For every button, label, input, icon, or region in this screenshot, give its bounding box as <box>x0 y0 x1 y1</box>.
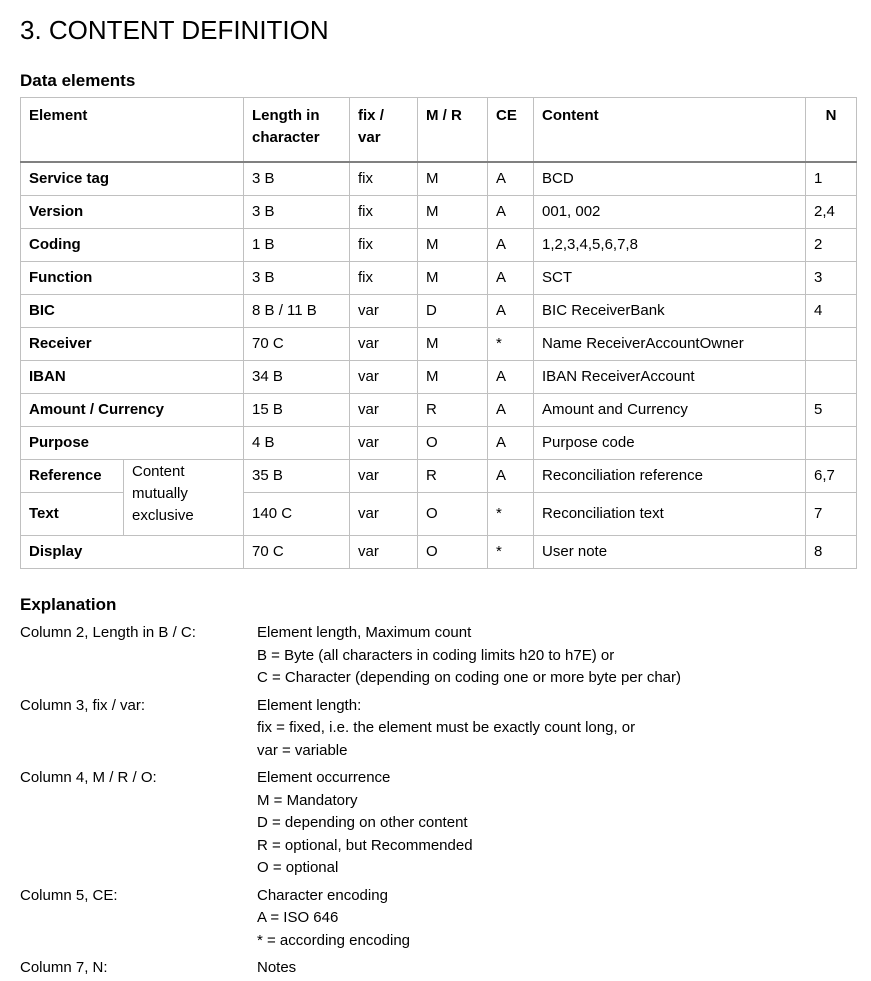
table-row <box>21 360 857 393</box>
cell-n <box>806 426 857 459</box>
cell-mro: D <box>418 294 488 327</box>
table-header-row <box>21 98 857 163</box>
cell-fixvar: var <box>350 327 418 360</box>
explanation-text <box>257 767 850 880</box>
explanation-line: R = optional, but Recommended <box>257 836 473 854</box>
explanation-line: Notes <box>257 959 297 976</box>
cell-mro: M <box>418 195 488 228</box>
cell-fixvar: var <box>350 459 418 492</box>
cell-ce: A <box>488 228 534 261</box>
cell-content: Reconciliation reference <box>534 459 806 492</box>
table-row <box>21 195 857 228</box>
cell-element: Version <box>21 195 244 228</box>
cell-n <box>806 327 857 360</box>
cell-n: 3 <box>806 261 857 294</box>
cell-ce: A <box>488 195 534 228</box>
cell-element: Amount / Currency <box>21 393 244 426</box>
header-length-line1: Length in <box>252 107 320 124</box>
explanation-line: fix = fixed, i.e. the element must be exactly count long, or <box>257 719 636 736</box>
explanation-text <box>257 885 850 953</box>
cell-n: 8 <box>806 535 857 568</box>
cell-fixvar: var <box>350 294 418 327</box>
explanation-label: Column 5, CE: <box>20 886 118 904</box>
cell-mro: M <box>418 327 488 360</box>
cell-length: 3 B <box>244 162 350 195</box>
cell-ce: A <box>488 162 534 195</box>
cell-length: 70 C <box>244 327 350 360</box>
cell-length: 1 B <box>244 228 350 261</box>
cell-n: 2,4 <box>806 195 857 228</box>
mutual-note-line1: Content <box>132 462 185 480</box>
explanation-label: Column 7, N: <box>20 959 108 976</box>
explanation-line: O = optional <box>257 859 339 876</box>
header-fixvar-line2: var <box>358 129 381 146</box>
cell-element: Text <box>21 492 124 535</box>
cell-mro: M <box>418 162 488 195</box>
cell-ce: A <box>488 360 534 393</box>
header-element: Element <box>21 98 244 163</box>
cell-n: 7 <box>806 492 857 535</box>
explanation-label: Column 4, M / R / O: <box>20 769 157 786</box>
explanation-line: A = ISO 646 <box>257 909 339 926</box>
header-fixvar-line1: fix / <box>358 107 384 124</box>
cell-content: Amount and Currency <box>534 393 806 426</box>
cell-element: Purpose <box>21 426 244 459</box>
table-row <box>21 535 857 568</box>
cell-content: BIC ReceiverBank <box>534 294 806 327</box>
explanation-line: M = Mandatory <box>257 791 358 809</box>
explanation-text <box>257 695 850 763</box>
cell-ce: A <box>488 261 534 294</box>
cell-n <box>806 360 857 393</box>
cell-ce: A <box>488 294 534 327</box>
cell-content: Name ReceiverAccountOwner <box>534 327 806 360</box>
cell-n: 6,7 <box>806 459 857 492</box>
cell-content: IBAN ReceiverAccount <box>534 360 806 393</box>
cell-n: 5 <box>806 393 857 426</box>
table-row <box>21 426 857 459</box>
explanation-heading: Explanation <box>20 595 117 614</box>
explanation-item <box>20 957 850 980</box>
cell-fixvar: var <box>350 426 418 459</box>
explanation-line: Character encoding <box>257 886 388 904</box>
header-mro: M / R <box>418 98 488 163</box>
cell-fixvar: fix <box>350 261 418 294</box>
cell-length: 70 C <box>244 535 350 568</box>
explanation-list <box>20 622 850 980</box>
header-length <box>244 98 350 163</box>
cell-fixvar: var <box>350 393 418 426</box>
cell-content: BCD <box>534 162 806 195</box>
cell-fixvar: var <box>350 360 418 393</box>
header-content: Content <box>534 98 806 163</box>
cell-mro: O <box>418 492 488 535</box>
cell-fixvar: var <box>350 492 418 535</box>
cell-length: 8 B / 11 B <box>244 294 350 327</box>
explanation-label: Column 2, Length in B / C: <box>20 624 196 641</box>
mutual-exclusive-note <box>124 459 244 535</box>
cell-fixvar: var <box>350 535 418 568</box>
cell-n: 2 <box>806 228 857 261</box>
explanation-item <box>20 767 850 880</box>
cell-length: 4 B <box>244 426 350 459</box>
cell-content: 1,2,3,4,5,6,7,8 <box>534 228 806 261</box>
cell-fixvar: fix <box>350 162 418 195</box>
cell-element: Coding <box>21 228 244 261</box>
cell-mro: M <box>418 360 488 393</box>
header-ce: CE <box>488 98 534 163</box>
explanation-line: var = variable <box>257 741 348 759</box>
mutual-note-line2: mutually <box>132 484 188 502</box>
cell-content: User note <box>534 535 806 568</box>
cell-length: 140 C <box>244 492 350 535</box>
explanation-line: C = Character (depending on coding one or more byte per char) <box>257 669 681 686</box>
header-length-line2: character <box>252 129 320 146</box>
table-row <box>21 459 857 492</box>
explanation-line: D = depending on other content <box>257 814 468 831</box>
cell-content: 001, 002 <box>534 195 806 228</box>
cell-n: 4 <box>806 294 857 327</box>
explanation-item <box>20 885 850 953</box>
cell-element: Function <box>21 261 244 294</box>
cell-length: 3 B <box>244 195 350 228</box>
cell-content: Reconciliation text <box>534 492 806 535</box>
cell-mro: O <box>418 535 488 568</box>
data-elements-heading: Data elements <box>20 71 136 90</box>
cell-ce: A <box>488 393 534 426</box>
cell-element: Receiver <box>21 327 244 360</box>
explanation-line: Element length: <box>257 696 362 714</box>
table-row <box>21 327 857 360</box>
cell-ce: A <box>488 426 534 459</box>
cell-length: 3 B <box>244 261 350 294</box>
table-row <box>21 294 857 327</box>
header-n: N <box>806 98 857 163</box>
cell-content: Purpose code <box>534 426 806 459</box>
explanation-item <box>20 695 850 763</box>
page-title: 3. CONTENT DEFINITION <box>20 15 329 45</box>
table-row <box>21 162 857 195</box>
cell-content: SCT <box>534 261 806 294</box>
cell-mro: M <box>418 261 488 294</box>
cell-mro: O <box>418 426 488 459</box>
cell-n: 1 <box>806 162 857 195</box>
explanation-line: Element length, Maximum count <box>257 624 472 641</box>
cell-element: IBAN <box>21 360 244 393</box>
cell-ce: * <box>488 535 534 568</box>
cell-element: Service tag <box>21 162 244 195</box>
cell-ce: A <box>488 459 534 492</box>
explanation-line: * = according encoding <box>257 931 411 949</box>
explanation-label: Column 3, fix / var: <box>20 696 146 714</box>
explanation-text <box>257 957 850 980</box>
mutual-note-line3: exclusive <box>132 506 194 524</box>
cell-element: Display <box>21 535 244 568</box>
explanation-line: B = Byte (all characters in coding limits h20 to h7E) or <box>257 646 615 664</box>
header-fixvar <box>350 98 418 163</box>
cell-length: 35 B <box>244 459 350 492</box>
explanation-item <box>20 622 850 690</box>
cell-length: 34 B <box>244 360 350 393</box>
cell-element: Reference <box>21 459 124 492</box>
data-elements-table <box>20 97 857 569</box>
cell-element: BIC <box>21 294 244 327</box>
table-row <box>21 261 857 294</box>
cell-length: 15 B <box>244 393 350 426</box>
cell-ce: * <box>488 492 534 535</box>
cell-mro: R <box>418 393 488 426</box>
explanation-text <box>257 622 850 690</box>
cell-ce: * <box>488 327 534 360</box>
explanation-line: Element occurrence <box>257 769 391 786</box>
cell-mro: R <box>418 459 488 492</box>
table-row <box>21 393 857 426</box>
cell-mro: M <box>418 228 488 261</box>
table-row <box>21 228 857 261</box>
cell-fixvar: fix <box>350 228 418 261</box>
cell-fixvar: fix <box>350 195 418 228</box>
